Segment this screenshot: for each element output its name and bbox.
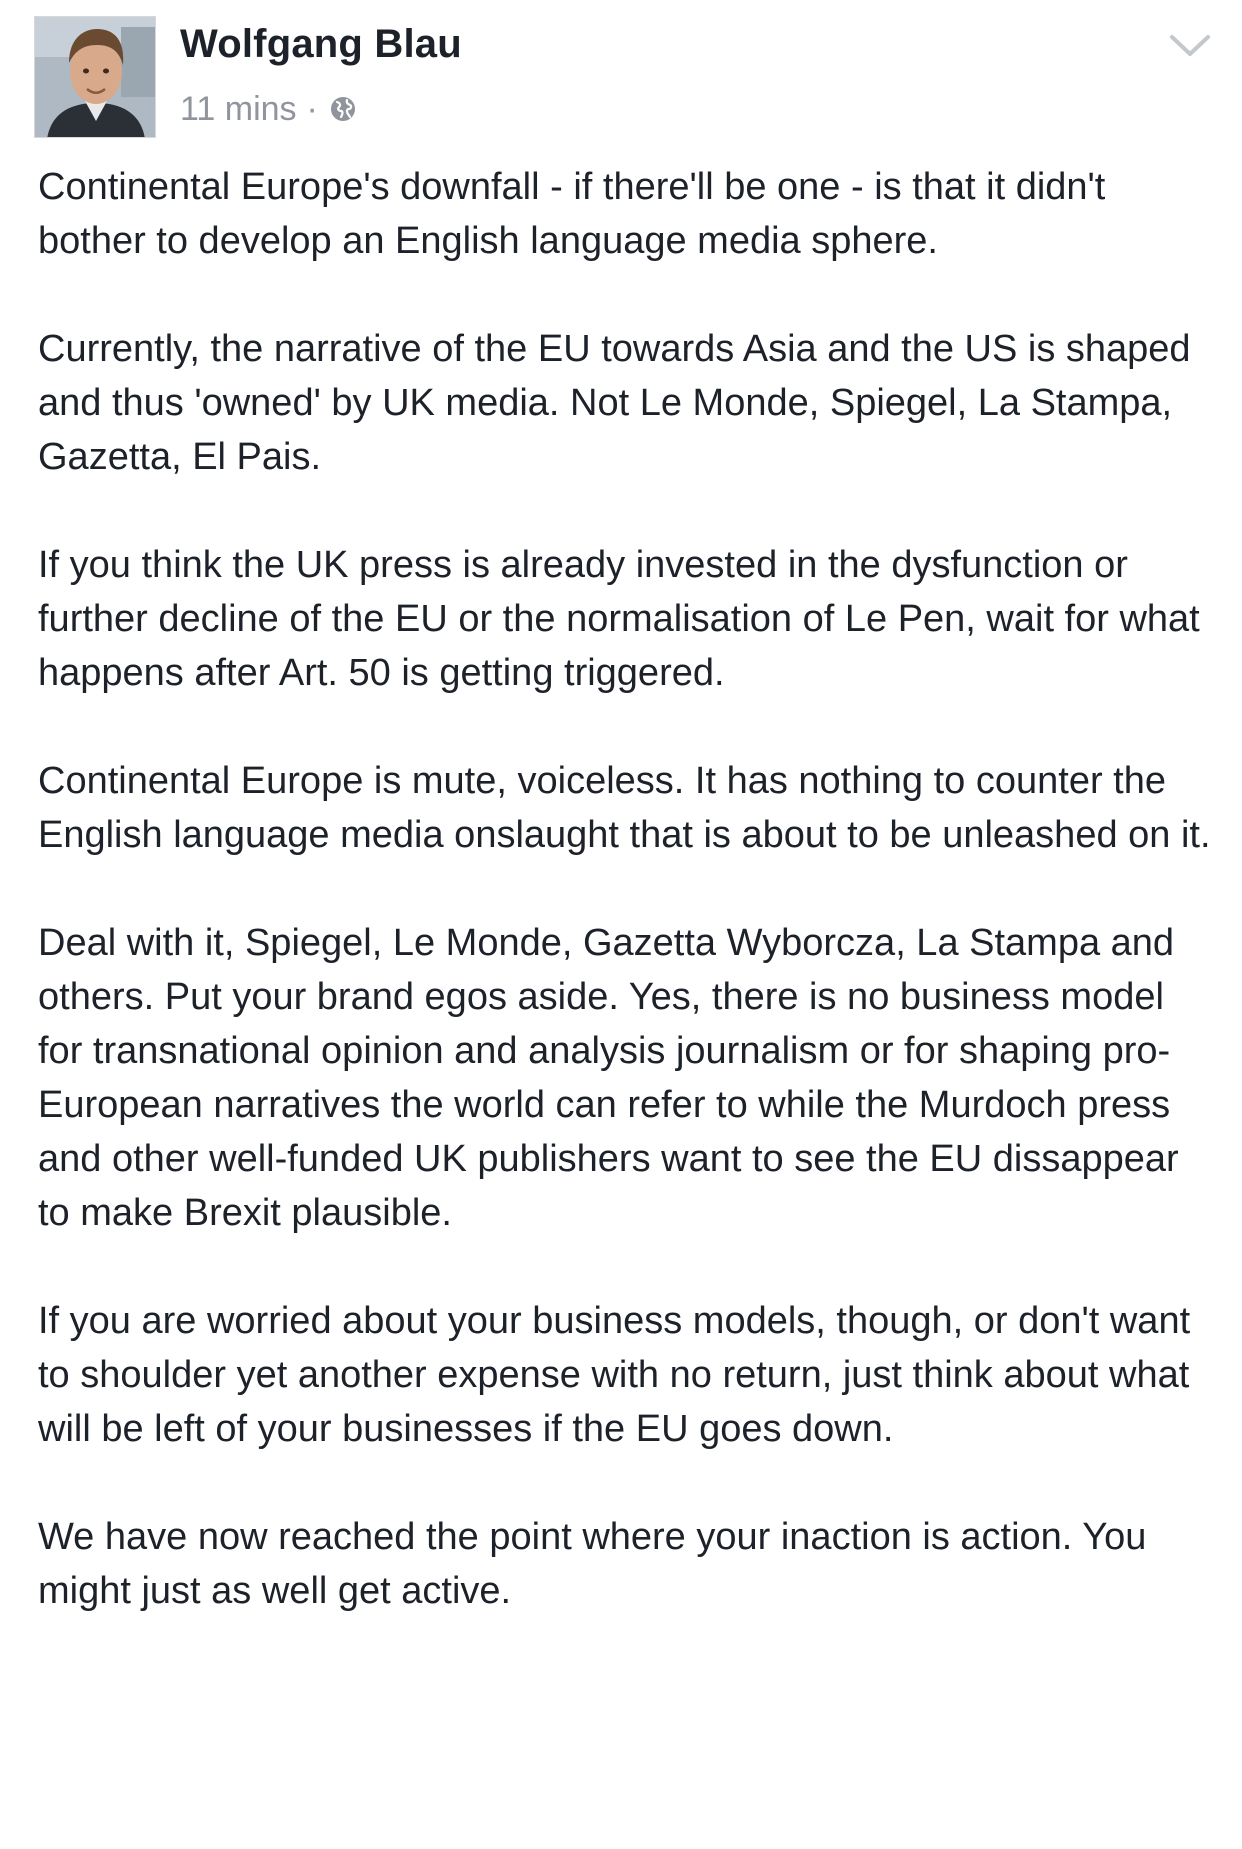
post-header xyxy=(0,0,1242,150)
post-paragraph: We have now reached the point where your inaction is action. You might just as well get active. xyxy=(38,1516,1147,1612)
post-paragraph: If you are worried about your business models, though, or don't want to shoulder yet another expense with no return, just think about what will be left of your businesses if the EU goes down. xyxy=(38,1300,1191,1450)
avatar-photo xyxy=(35,17,156,138)
meta-separator: · xyxy=(306,89,318,128)
post-body xyxy=(38,160,1218,1618)
post-paragraph: Continental Europe is mute, voiceless. It has nothing to counter the English language media onslaught that is about to be unleashed on it. xyxy=(38,760,1211,856)
post-paragraph: If you think the UK press is already invested in the dysfunction or further decline of the EU or the normalisation of Le Pen, wait for what happens after Art. 50 is getting triggered. xyxy=(38,544,1200,694)
post-paragraph: Currently, the narrative of the EU towards Asia and the US is shaped and thus 'owned' by UK media. Not Le Monde, Spiegel, La Stampa, Gazetta, El Pais. xyxy=(38,328,1191,478)
globe-icon[interactable] xyxy=(328,94,358,124)
post-meta xyxy=(180,86,358,132)
author-name[interactable]: Wolfgang Blau xyxy=(180,22,462,66)
post-timestamp[interactable]: 11 mins xyxy=(180,89,297,128)
post-paragraph: Deal with it, Spiegel, Le Monde, Gazetta Wyborcza, La Stampa and others. Put your brand egos aside. Yes, there is no business model for transnational opinion and analysis journalism or for shaping pro-European narratives the world can refer to while the Murdoch press and other well-funded UK publishers want to see the EU dissappear to make Brexit plausible. xyxy=(38,922,1179,1234)
post-paragraph: Continental Europe's downfall - if there'll be one - is that it didn't bother to develop an English language media sphere. xyxy=(38,166,1106,262)
chevron-down-icon[interactable] xyxy=(1168,30,1212,60)
avatar[interactable] xyxy=(34,16,156,138)
